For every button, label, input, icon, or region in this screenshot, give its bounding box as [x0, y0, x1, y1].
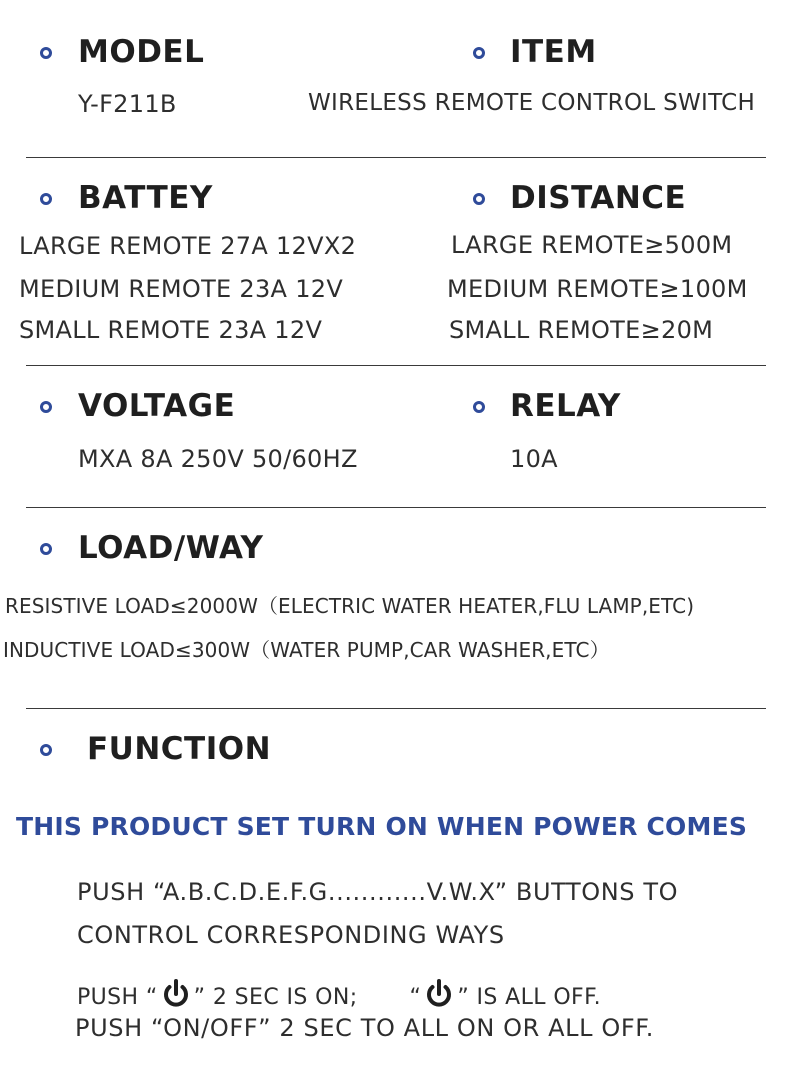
function-line: PUSH “ON/OFF” 2 SEC TO ALL ON OR ALL OFF.: [75, 1014, 655, 1042]
function-line: PUSH “A.B.C.D.E.F.G............V.W.X” BUTTONS TO: [77, 878, 679, 906]
battery-line: MEDIUM REMOTE 23A 12V: [19, 275, 344, 303]
power-icon: [423, 978, 455, 1016]
bullet-icon: [40, 47, 52, 59]
distance-line: MEDIUM REMOTE≥100M: [447, 275, 748, 303]
relay-value: 10A: [510, 445, 558, 473]
bullet-icon: [40, 744, 52, 756]
item-value: WIRELESS REMOTE CONTROL SWITCH: [308, 90, 756, 116]
function-line: CONTROL CORRESPONDING WAYS: [77, 921, 505, 949]
distance-heading: DISTANCE: [510, 180, 687, 216]
bullet-icon: [473, 401, 485, 413]
model-heading: MODEL: [78, 34, 205, 70]
bullet-icon: [473, 193, 485, 205]
battery-heading: BATTEY: [78, 180, 213, 216]
voltage-value: MXA 8A 250V 50/60HZ: [78, 445, 358, 473]
load-line: INDUCTIVE LOAD≤300W（WATER PUMP,CAR WASHER,ETC）: [3, 638, 610, 662]
on-text: ” 2 SEC IS ON;: [193, 985, 358, 1010]
function-power-line: [77, 978, 601, 1016]
bullet-icon: [473, 47, 485, 59]
divider: [26, 157, 766, 158]
relay-heading: RELAY: [510, 388, 621, 424]
push-text: PUSH “: [77, 985, 158, 1010]
battery-line: SMALL REMOTE 23A 12V: [19, 316, 323, 344]
load-line: RESISTIVE LOAD≤2000W（ELECTRIC WATER HEATER,FLU LAMP,ETC): [5, 594, 695, 618]
divider: [26, 507, 766, 508]
divider: [26, 365, 766, 366]
voltage-heading: VOLTAGE: [78, 388, 236, 424]
off-text: ” IS ALL OFF.: [457, 985, 602, 1010]
bullet-icon: [40, 193, 52, 205]
distance-line: LARGE REMOTE≥500M: [451, 231, 733, 259]
divider: [26, 708, 766, 709]
quote-open: “: [409, 985, 422, 1010]
load-heading: LOAD/WAY: [78, 530, 264, 566]
model-value: Y-F211B: [78, 90, 177, 118]
bullet-icon: [40, 543, 52, 555]
battery-line: LARGE REMOTE 27A 12VX2: [19, 232, 357, 260]
distance-line: SMALL REMOTE≥20M: [449, 316, 714, 344]
function-note: THIS PRODUCT SET TURN ON WHEN POWER COMES: [16, 812, 748, 841]
bullet-icon: [40, 401, 52, 413]
power-icon: [160, 978, 192, 1016]
item-heading: ITEM: [510, 34, 597, 70]
function-heading: FUNCTION: [87, 731, 272, 767]
